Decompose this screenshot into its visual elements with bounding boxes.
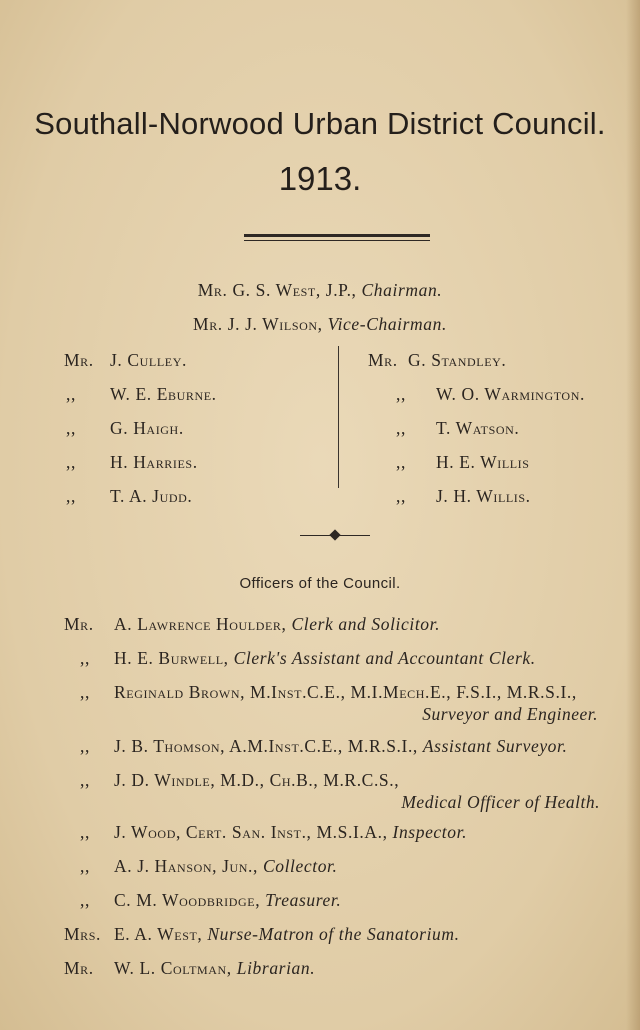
officer-name: A. Lawrence Houlder, [114, 614, 287, 634]
member-row [64, 384, 217, 405]
officer-row [64, 648, 536, 669]
officer-name: A. J. Hanson, Jun., [114, 856, 258, 876]
member-name: H. Harries. [110, 452, 198, 472]
vice-chairman-name: J. J. Wilson, [227, 314, 323, 334]
officer-role: Treasurer. [265, 890, 342, 910]
officer-prefix: ,, [80, 856, 90, 876]
officer-name: J. D. Windle, M.D., Ch.B., M.R.C.S., [114, 770, 400, 790]
officer-prefix: ,, [80, 822, 90, 842]
officer-role: Assistant Surveyor. [422, 736, 568, 756]
officers-heading: Officers of the Council. [239, 575, 401, 592]
member-row [64, 486, 192, 507]
officer-prefix: ,, [80, 682, 90, 702]
member-row [64, 350, 187, 371]
officer-row [64, 924, 460, 945]
officer-prefix: ,, [80, 770, 90, 790]
vice-chairman-line [0, 314, 640, 335]
vice-chairman-role: Vice-Chairman. [327, 314, 447, 334]
officer-row [64, 958, 315, 979]
officer-role: Medical Officer of Health. [401, 792, 600, 812]
column-divider [338, 346, 339, 488]
chairman-prefix: Mr. [197, 280, 228, 300]
member-name: J. Culley. [110, 350, 187, 370]
officer-row [64, 890, 341, 911]
officer-prefix: ,, [80, 648, 90, 668]
document-title: Southall-Norwood Urban District Council. [34, 106, 606, 141]
officer-name: J. Wood, Cert. San. Inst., M.S.I.A., [114, 822, 388, 842]
chairman-name: G. S. West, J.P., [232, 280, 357, 300]
officer-row [64, 856, 338, 877]
member-prefix: ,, [396, 452, 406, 472]
vice-chairman-prefix: Mr. [193, 314, 223, 334]
member-name: W. E. Eburne. [110, 384, 217, 404]
officer-role: Surveyor and Engineer. [422, 704, 598, 724]
member-name: T. Watson. [436, 418, 520, 438]
officer-role: Clerk's Assistant and Accountant Clerk. [233, 648, 536, 668]
member-prefix: ,, [396, 486, 406, 506]
member-row [368, 452, 530, 473]
title-divider [244, 234, 430, 241]
member-prefix: ,, [396, 418, 406, 438]
diamond-ornament-icon [329, 529, 340, 540]
chairman-line [0, 280, 640, 301]
officer-name: H. E. Burwell, [114, 648, 229, 668]
officer-row [64, 614, 440, 635]
member-row [368, 350, 506, 371]
member-name: G. Standley. [408, 350, 507, 370]
officer-role: Collector. [262, 856, 338, 876]
officer-name: E. A. West, [114, 924, 203, 944]
member-name: J. H. Willis. [436, 486, 531, 506]
member-prefix: ,, [66, 384, 76, 404]
member-row [368, 384, 585, 405]
page-edge-shading [626, 0, 640, 1030]
officer-role: Librarian. [236, 958, 316, 978]
member-prefix: Mr. [368, 350, 398, 370]
member-row [368, 486, 531, 507]
member-row [64, 418, 184, 439]
officer-name: C. M. Woodbridge, [114, 890, 261, 910]
officer-row [64, 770, 399, 791]
document-year: 1913. [278, 160, 362, 197]
officer-row [64, 682, 577, 703]
officer-prefix: ,, [80, 890, 90, 910]
officer-name: W. L. Coltman, [114, 958, 232, 978]
member-row [64, 452, 198, 473]
officer-prefix: Mrs. [64, 924, 102, 944]
chairman-role: Chairman. [361, 280, 443, 300]
officer-role: Nurse-Matron of the Sanatorium. [207, 924, 460, 944]
member-prefix: ,, [66, 418, 76, 438]
member-name: H. E. Willis [436, 452, 530, 472]
member-name: G. Haigh. [110, 418, 184, 438]
member-prefix: ,, [66, 486, 76, 506]
officer-role: Inspector. [392, 822, 468, 842]
member-prefix: ,, [396, 384, 406, 404]
officer-prefix: Mr. [64, 958, 94, 978]
officer-prefix: ,, [80, 736, 90, 756]
member-name: T. A. Judd. [110, 486, 193, 506]
member-prefix: ,, [66, 452, 76, 472]
member-row [368, 418, 519, 439]
officer-role: Clerk and Solicitor. [291, 614, 441, 634]
officer-name: Reginald Brown, M.Inst.C.E., M.I.Mech.E., F.S.I., M.R.S.I., [114, 682, 577, 702]
member-name: W. O. Warmington. [436, 384, 585, 404]
officer-prefix: Mr. [64, 614, 94, 634]
officer-row [64, 736, 567, 757]
member-prefix: Mr. [64, 350, 94, 370]
officer-name: J. B. Thomson, A.M.Inst.C.E., M.R.S.I., [114, 736, 418, 756]
officer-row [64, 822, 467, 843]
